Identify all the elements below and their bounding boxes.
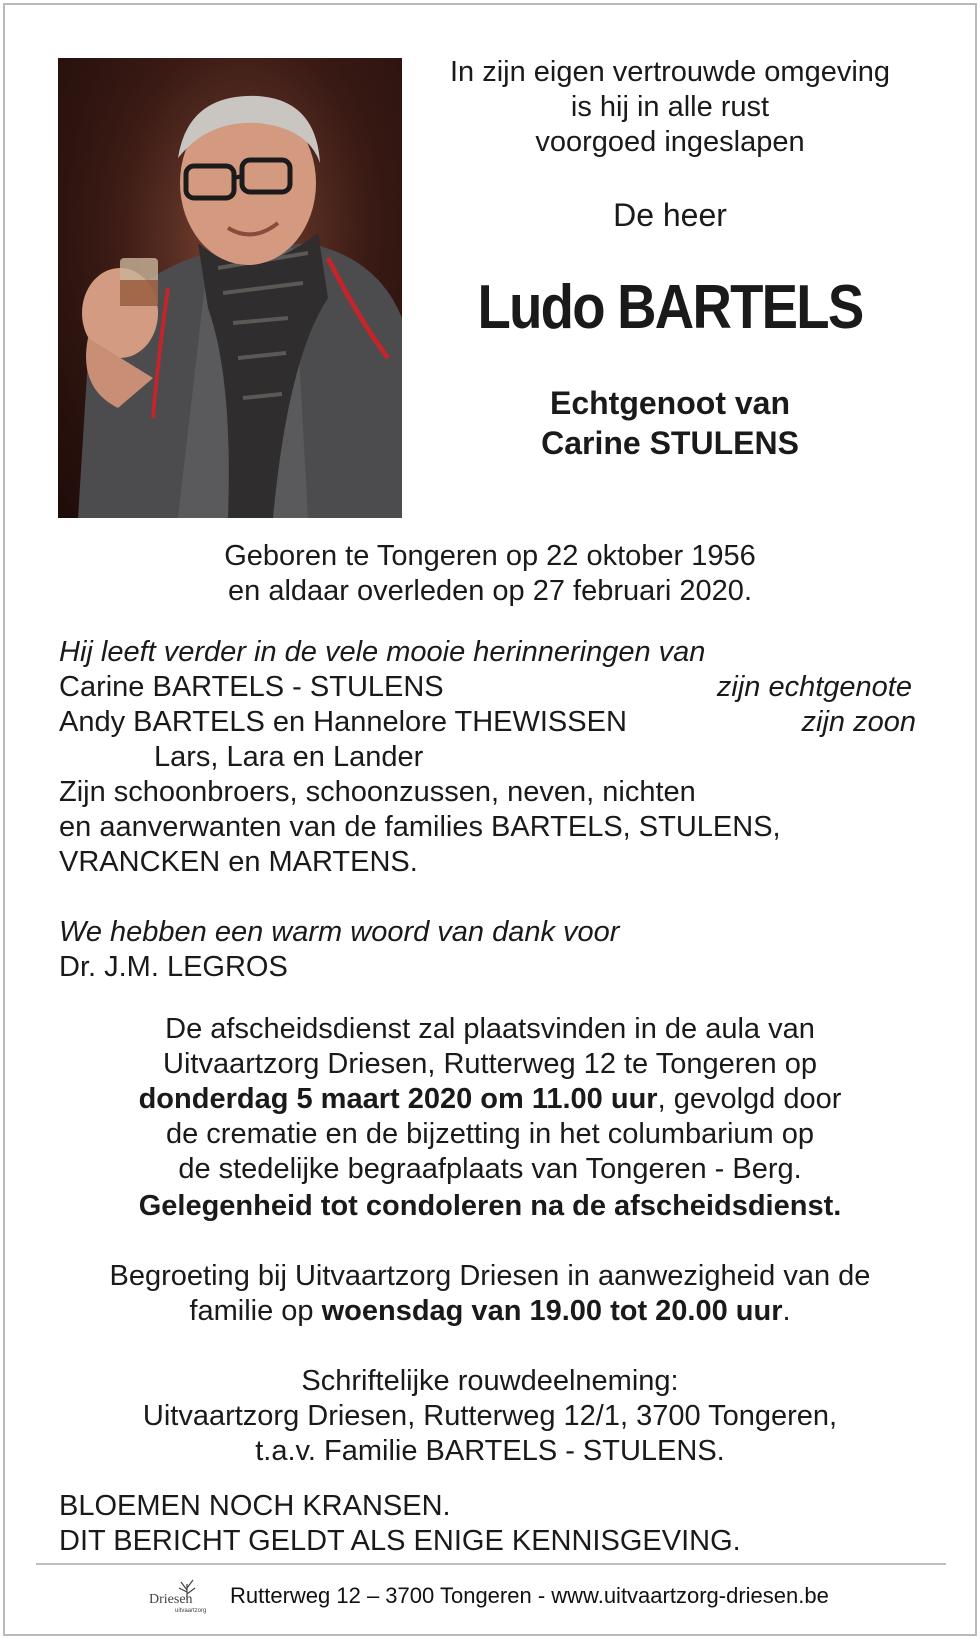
portrait-illustration (58, 58, 402, 518)
greeting-line-2-post: . (782, 1295, 791, 1327)
tree-icon (145, 1570, 215, 1618)
greeting-time: woensdag van 19.00 tot 20.00 uur (321, 1295, 783, 1327)
service-line-1: De afscheidsdienst zal plaatsvinden in de aula van (165, 1013, 815, 1045)
relatives-line-3: VRANCKEN en MARTENS. (59, 846, 418, 878)
thanks-intro: We hebben een warm woord van dank voor (59, 916, 620, 948)
service-line-3-rest: , gevolgd door (657, 1083, 842, 1115)
written-line-2: Uitvaartzorg Driesen, Rutterweg 12/1, 3700 Tongeren, (142, 1400, 838, 1432)
written-line-3: t.a.v. Familie BARTELS - STULENS. (255, 1435, 725, 1467)
intro-line-1: In zijn eigen vertrouwde omgeving (449, 56, 891, 88)
svg-text:uitvaartzorg: uitvaartzorg (175, 1608, 207, 1614)
driesen-logo (145, 1570, 215, 1618)
salutation: De heer (613, 197, 727, 233)
family-member-name: Andy BARTELS en Hannelore THEWISSEN (59, 706, 627, 738)
family-member-name: Carine BARTELS - STULENS (59, 671, 444, 703)
written-line-1: Schriftelijke rouwdeelneming: (301, 1365, 679, 1397)
relatives-line-1: Zijn schoonbroers, schoonzussen, neven, nichten (59, 776, 696, 808)
service-line-2: Uitvaartzorg Driesen, Rutterweg 12 te Tongeren op (163, 1048, 817, 1080)
memories-intro: Hij leeft verder in de vele mooie herinneringen van (59, 636, 706, 668)
footer-address: Rutterweg 12 – 3700 Tongeren - www.uitvaartzorg-driesen.be (230, 1583, 829, 1608)
service-line-4: de crematie en de bijzetting in het columbarium op (165, 1118, 815, 1150)
greeting-line-1: Begroeting bij Uitvaartzorg Driesen in aanwezigheid van de (109, 1260, 871, 1292)
relatives-line-2: en aanverwanten van de families BARTELS, STULENS, (59, 811, 781, 843)
svg-text:Driesen: Driesen (149, 1592, 193, 1607)
service-line-5: de stedelijke begraafplaats van Tongeren - Berg. (178, 1153, 802, 1185)
portrait-photo (58, 58, 402, 518)
family-member-role: zijn zoon (801, 706, 916, 738)
footer-divider (36, 1563, 946, 1565)
closing-line-1: BLOEMEN NOCH KRANSEN. (59, 1490, 451, 1522)
greeting-line-2 (0, 1293, 980, 1329)
service-date: donderdag 5 maart 2020 om 11.00 uur (138, 1083, 658, 1115)
service-line-3 (0, 1081, 980, 1117)
intro-line-2: is hij in alle rust (570, 91, 770, 123)
family-member-role: zijn echtgenote (716, 671, 912, 703)
grandchildren: Lars, Lara en Lander (154, 741, 424, 773)
birth-line: Geboren te Tongeren op 22 oktober 1956 (224, 540, 756, 572)
deceased-name: Ludo BARTELS (477, 273, 863, 342)
death-line: en aldaar overleden op 27 februari 2020. (228, 575, 752, 607)
spouse-line-2: Carine STULENS (541, 425, 799, 461)
condolence-note: Gelegenheid tot condoleren na de afscheidsdienst. (138, 1190, 842, 1222)
greeting-line-2-pre: familie op (189, 1295, 322, 1327)
thanks-name: Dr. J.M. LEGROS (59, 951, 288, 983)
intro-line-3: voorgoed ingeslapen (535, 126, 805, 158)
closing-line-2: DIT BERICHT GELDT ALS ENIGE KENNISGEVING. (59, 1525, 741, 1557)
spouse-line-1: Echtgenoot van (549, 385, 790, 421)
